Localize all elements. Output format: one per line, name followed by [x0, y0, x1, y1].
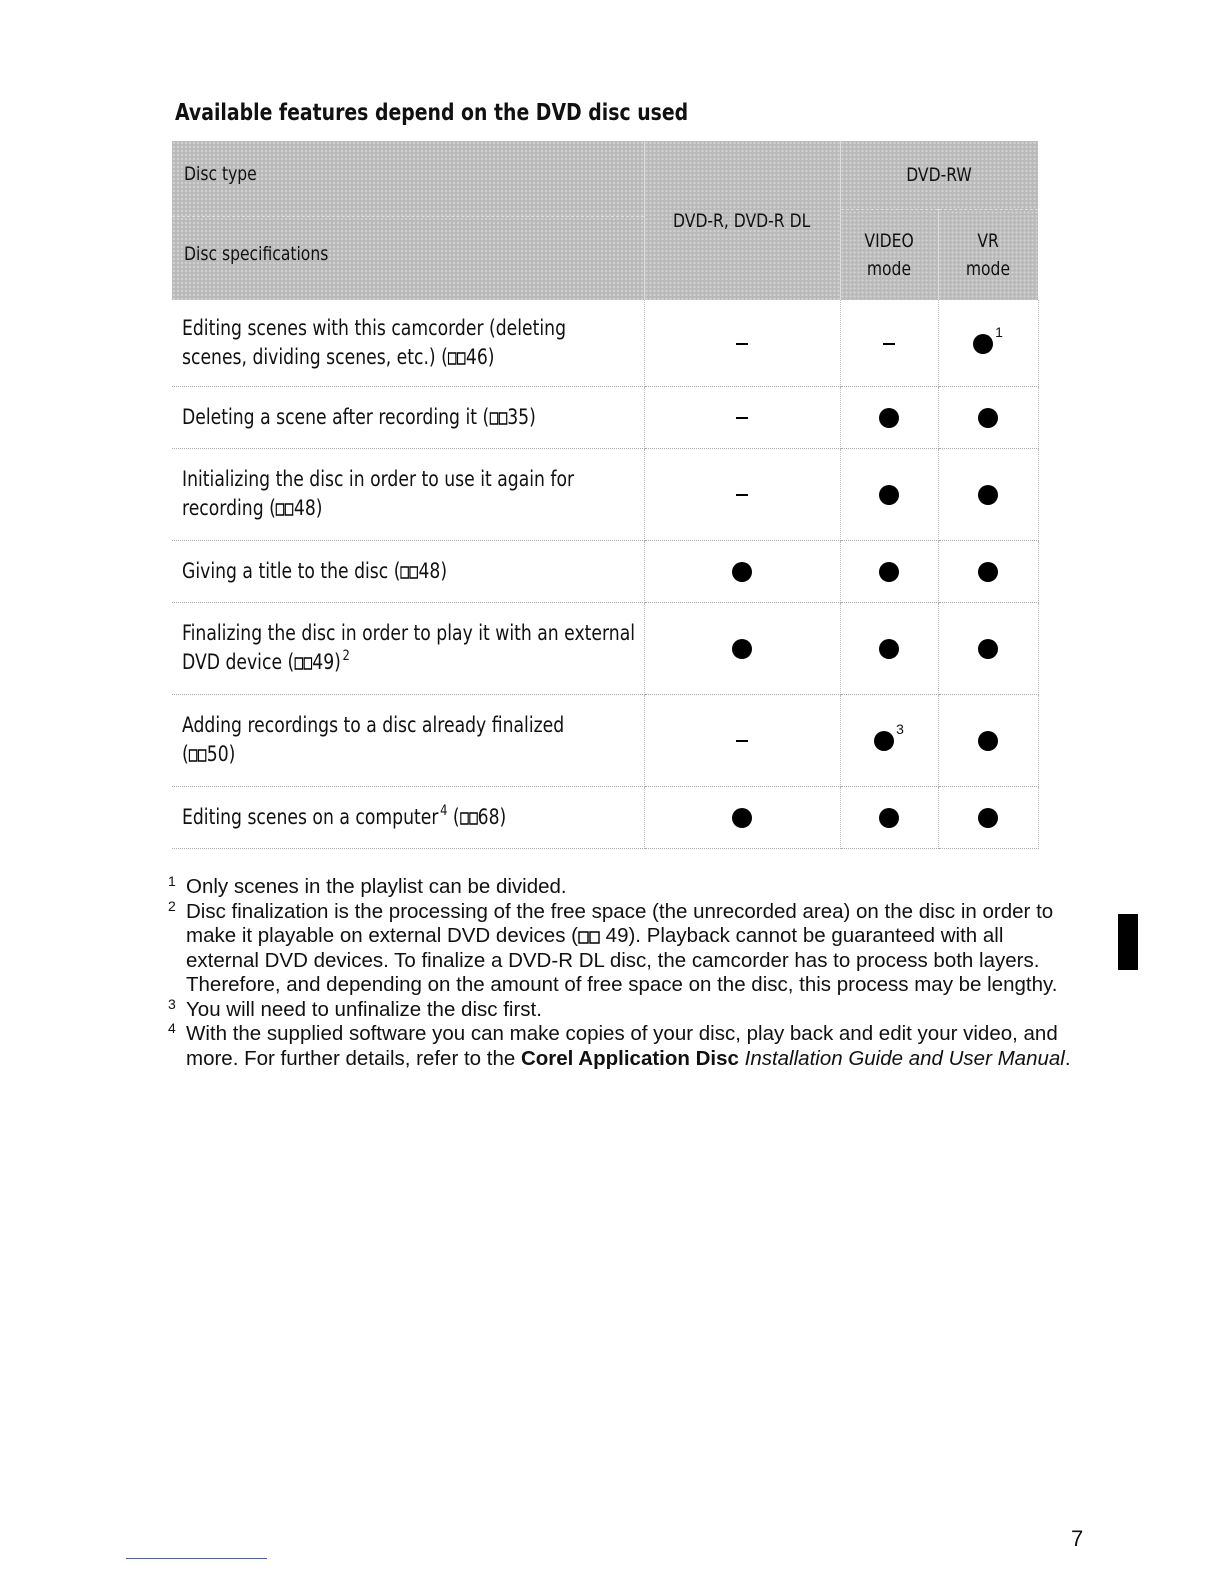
not-supported-dash [736, 740, 748, 742]
supported-dot [973, 334, 993, 354]
table-row [172, 786, 1038, 848]
cell-dvd-r [644, 300, 840, 386]
footnote-3: 3 You will need to unfinalize the disc first. [168, 995, 542, 1021]
supported-dot [732, 808, 752, 828]
supported-dot [874, 731, 894, 751]
cell-video-mode [840, 386, 938, 448]
feature-label: Finalizing the disc in order to play it with an external DVD device ( 49) $^2$ [172, 602, 644, 694]
feature-label: Adding recordings to a disc already finalized ( 50) [172, 694, 644, 786]
supported-dot [978, 639, 998, 659]
footnotes [168, 873, 1076, 1071]
header-dvd-r: DVD-R, DVD-R DL [644, 141, 840, 300]
cell-vr-mode [938, 448, 1038, 540]
header-vr-mode: VR mode [938, 210, 1038, 301]
features-table [172, 141, 1039, 849]
cell-dvd-r [644, 448, 840, 540]
header-disc-labels [172, 141, 644, 300]
supported-dot [879, 639, 899, 659]
supported-dot [879, 562, 899, 582]
book-icon [460, 811, 478, 825]
cell-vr-mode [938, 602, 1038, 694]
page-number: 7 [1071, 1526, 1084, 1551]
book-icon [276, 502, 294, 516]
supported-dot [879, 408, 899, 428]
cell-video-mode [840, 540, 938, 602]
supported-dot [978, 408, 998, 428]
feature-label: Deleting a scene after recording it ( 35) [172, 386, 644, 448]
header-video-mode: VIDEO mode [840, 210, 938, 301]
supported-dot [978, 562, 998, 582]
supported-dot [732, 562, 752, 582]
disc-type-label: Disc type [184, 163, 257, 185]
table-row [172, 300, 1038, 386]
cell-dvd-r [644, 694, 840, 786]
book-icon [489, 411, 507, 425]
cell-video-mode [840, 300, 938, 386]
cell-video-mode [840, 786, 938, 848]
cell-vr-mode [938, 386, 1038, 448]
book-icon [400, 565, 418, 579]
footnote-2: 2 Disc finalization is the processing of the free space (the unrecorded area) on the disc in order to make it playable on external DVD devices ( 49). Playback cannot be guaranteed with all external DVD devices. To finalize a DVD-R DL disc, the camcorder has to process both layers. Therefore, and depending on the amount of free space on the disc, this process may be lengthy. [168, 897, 1058, 996]
table-row [172, 448, 1038, 540]
not-supported-dash [736, 343, 748, 345]
cell-dvd-r [644, 786, 840, 848]
not-supported-dash [736, 417, 748, 419]
footnote-ref: 3 [896, 721, 904, 737]
footnote-1: 1 Only scenes in the playlist can be divided. [168, 873, 567, 898]
supported-dot [879, 808, 899, 828]
page-title: Available features depend on the DVD disc used [175, 100, 689, 126]
table-body [172, 300, 1038, 848]
supported-dot [879, 485, 899, 505]
book-icon [294, 656, 312, 670]
table-row [172, 386, 1038, 448]
supported-dot [978, 731, 998, 751]
book-icon [578, 930, 600, 944]
footnote-4: 4 With the supplied software you can make copies of your disc, play back and edit your video, and more. For further details, refer to the Corel Application Disc Installation Guide and User Manual. [168, 1020, 1071, 1070]
supported-dot [978, 808, 998, 828]
feature-label: Initializing the disc in order to use it again for recording ( 48) [172, 448, 644, 540]
feature-label: Editing scenes with this camcorder (deleting scenes, dividing scenes, etc.) ( 46) [172, 300, 644, 386]
table-row [172, 540, 1038, 602]
section-tab-marker [1118, 914, 1138, 970]
footnote-ref: 1 [995, 323, 1003, 340]
cell-dvd-r [644, 540, 840, 602]
not-supported-dash [883, 343, 895, 345]
not-supported-dash [736, 494, 748, 496]
cell-vr-mode [938, 694, 1038, 786]
cell-dvd-r [644, 386, 840, 448]
table-row [172, 602, 1038, 694]
feature-label: Editing scenes on a computer $^4$ ( 68) [172, 786, 644, 848]
cell-video-mode [840, 448, 938, 540]
table-row [172, 694, 1038, 786]
cell-vr-mode [938, 540, 1038, 602]
book-icon [189, 748, 207, 762]
feature-label: Giving a title to the disc ( 48) [172, 540, 644, 602]
cell-vr-mode [938, 300, 1038, 386]
supported-dot [732, 639, 752, 659]
supported-dot [978, 485, 998, 505]
cell-dvd-r [644, 602, 840, 694]
cell-video-mode [840, 602, 938, 694]
cell-vr-mode [938, 786, 1038, 848]
bottom-rule [126, 1558, 267, 1559]
disc-specifications-label: Disc specifications [184, 243, 329, 265]
header-dvd-rw: DVD-RW [840, 141, 1038, 210]
cell-video-mode [840, 694, 938, 786]
book-icon [448, 351, 466, 365]
